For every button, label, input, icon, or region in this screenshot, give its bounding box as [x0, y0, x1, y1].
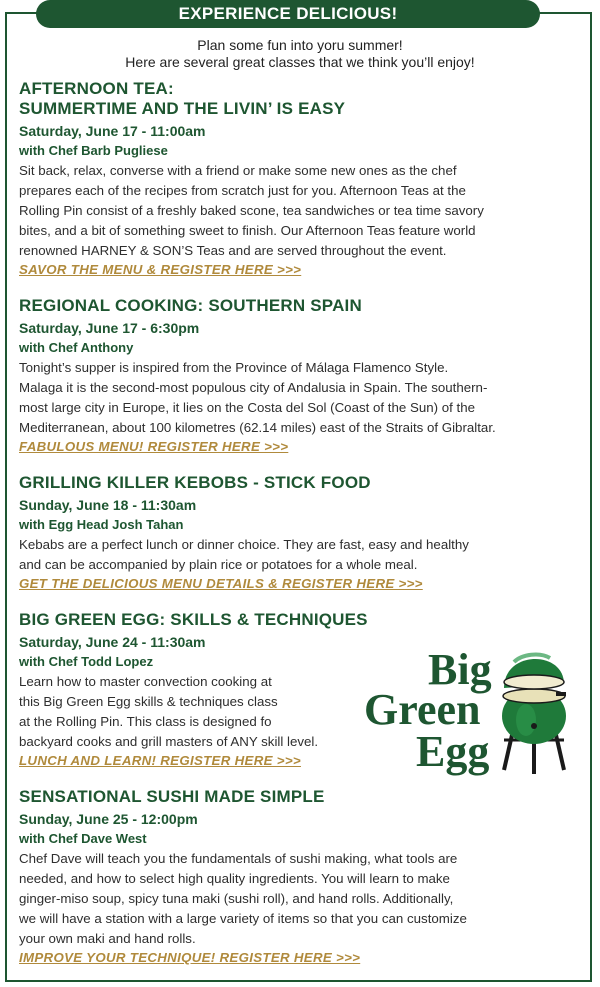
description-line: we will have a station with a large variety of items so that you can customize: [19, 911, 467, 926]
class-description: [19, 161, 584, 261]
class-title: SUMMERTIME AND THE LIVIN’ IS EASY: [19, 99, 346, 118]
description-line: Learn how to master convection cooking at: [19, 674, 272, 689]
class-chef: with Chef Todd Lopez: [19, 654, 154, 669]
register-link[interactable]: SAVOR THE MENU & REGISTER HERE >>>: [19, 262, 302, 277]
description-line: prepares each of the recipes from scratch just for you. Afternoon Teas at the: [19, 183, 466, 198]
class-chef: with Chef Barb Pugliese: [19, 143, 168, 158]
class-title: REGIONAL COOKING: SOUTHERN SPAIN: [19, 296, 362, 315]
description-line: Tonight’s supper is inspired from the Province of Málaga Flamenco Style.: [19, 360, 449, 375]
description-line: ginger-miso soup, spicy tuna maki (sushi roll), and hand rolls. Additionally,: [19, 891, 454, 906]
description-line: most large city in Europe, it lies on the Costa del Sol (Coast of the Sun) of the: [19, 400, 476, 415]
grill-icon: [502, 655, 566, 774]
intro-line: Here are several great classes that we think you’ll enjoy!: [125, 54, 475, 70]
class-date: Saturday, June 24 - 11:30am: [19, 634, 206, 650]
description-line: renowned HARNEY & SON’S Teas and are served throughout the event.: [19, 243, 447, 258]
class-section: [19, 787, 584, 967]
class-title: GRILLING KILLER KEBOBS - STICK FOOD: [19, 473, 371, 492]
logo-word-big: Big: [428, 645, 492, 694]
class-chef: with Chef Anthony: [19, 340, 134, 355]
header-title: EXPERIENCE DELICIOUS!: [178, 4, 398, 23]
class-title: AFTERNOON TEA:: [19, 79, 174, 98]
class-description: [19, 358, 584, 438]
intro-line: Plan some fun into yoru summer!: [197, 37, 403, 53]
class-description: [19, 849, 584, 949]
description-line: backyard cooks and grill masters of ANY skill level.: [19, 734, 319, 749]
logo-word-egg: Egg: [416, 727, 490, 776]
register-link[interactable]: LUNCH AND LEARN! REGISTER HERE >>>: [19, 753, 301, 768]
class-list: [19, 79, 584, 984]
description-line: Sit back, relax, converse with a friend or make some new ones as the chef: [19, 163, 457, 178]
class-title: SENSATIONAL SUSHI MADE SIMPLE: [19, 787, 325, 806]
description-line: bites, and a bit of something sweet to finish. Our Afternoon Teas feature world: [19, 223, 476, 238]
description-line: Mediterranean, about 100 kilometres (62.14 miles) east of the Straits of Gibraltar.: [19, 420, 496, 435]
class-chef: with Egg Head Josh Tahan: [19, 517, 184, 532]
class-section: [19, 473, 584, 593]
big-green-egg-logo: [364, 640, 574, 776]
description-line: needed, and how to select high quality ingredients. You will learn to make: [19, 871, 450, 886]
description-line: Rolling Pin consist of a freshly baked scone, tea sandwiches or tea time savory: [19, 203, 484, 218]
class-description: [19, 535, 584, 575]
class-section: [19, 79, 584, 279]
class-title: BIG GREEN EGG: SKILLS & TECHNIQUES: [19, 610, 368, 629]
register-link[interactable]: GET THE DELICIOUS MENU DETAILS & REGISTER HERE >>>: [19, 576, 423, 591]
class-section: [19, 296, 584, 456]
header-banner: [36, 0, 540, 28]
description-line: at the Rolling Pin. This class is designed fo: [19, 714, 272, 729]
description-line: and can be accompanied by plain rice or potatoes for a whole meal.: [19, 557, 418, 572]
description-line: Chef Dave will teach you the fundamentals of sushi making, what tools are: [19, 851, 458, 866]
description-line: this Big Green Egg skills & techniques class: [19, 694, 278, 709]
class-date: Saturday, June 17 - 6:30pm: [19, 320, 200, 336]
description-line: Malaga it is the second-most populous city of Andalusia in Spain. The southern-: [19, 380, 488, 395]
class-date: Saturday, June 17 - 11:00am: [19, 123, 206, 139]
logo-word-green: Green: [364, 685, 481, 734]
class-chef: with Chef Dave West: [19, 831, 147, 846]
intro-text: [0, 37, 600, 71]
register-link[interactable]: FABULOUS MENU! REGISTER HERE >>>: [19, 439, 289, 454]
description-line: your own maki and hand rolls.: [19, 931, 196, 946]
class-date: Sunday, June 25 - 12:00pm: [19, 811, 198, 827]
description-line: Kebabs are a perfect lunch or dinner choice. They are fast, easy and healthy: [19, 537, 469, 552]
register-link[interactable]: IMPROVE YOUR TECHNIQUE! REGISTER HERE >>>: [19, 950, 361, 965]
class-date: Sunday, June 18 - 11:30am: [19, 497, 197, 513]
